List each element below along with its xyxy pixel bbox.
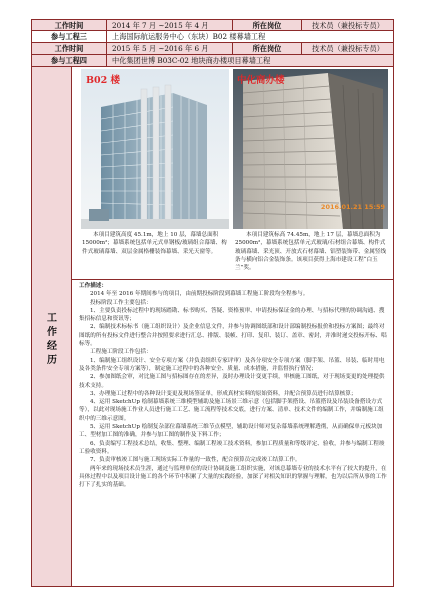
desc-paragraph-13: 两年来的现场技术员生涯，通过与监理单位的设计协调及施工组织实施，对该总幕墙专业的技术水平有了较大的提升，在具体过程中以及项目设计施工的各个环节中积累了大量的实践经验，加深了对相关知识的掌握与理解，也为以后所从事的工作打下了扎实的基础。: [79, 465, 387, 489]
post-value: 技术员（兼投标专员）: [312, 44, 384, 53]
desc-paragraph-4: 2、编制技术标标书（施工组织设计）及企业信息文件，并参与协调图纸部和设计部编制投标报价和投标方案图；最终对图纸的所有投标文件进行整合并按照要求进行汇总、排版、装帧、打印、复印、装订、盖章、密封，并准时递交投标开标、唱标等。: [79, 324, 387, 348]
desc-paragraph-9: 4、运用 SketchUp 绘制幕墙系统三维模型辅助及施工场景三维示意（包括脚手架搭设、吊篮搭设及吊装设备搭设方式等），以此对现场施工作业人员进行施工工艺、施工流程等技术交底，进行方案、清单、技术文件的编制工作，并编制施工组织中的三维示意图。: [79, 399, 384, 422]
work-experience-label: 工作经历: [47, 313, 57, 366]
post-value: 技术员（兼投标专员）: [312, 21, 384, 30]
image-caption-b02: B02 楼: [86, 75, 121, 86]
desc-paragraph-1: 2014 年至 2016 年期间参与的项目，由前期投标阶段到幕墙工程施工阶段均全程参与。: [90, 291, 309, 298]
project-row-4: [32, 55, 393, 67]
desc-paragraph-7: 2、参加图纸会审，对比施工图与招标图存在的差异，及时办理设计变更手续，审核施工图纸，对于现场变更的处理提供技术支持。: [79, 374, 385, 389]
work-time-label: 工作时间: [32, 43, 107, 54]
building-photo-zhonghua: [233, 69, 388, 229]
work-description-title: 工作描述：: [79, 283, 107, 289]
desc-paragraph-2: 投标阶段工作主要包括：: [90, 299, 152, 306]
project-label: 参与工程三: [32, 31, 107, 42]
post-label: 所在岗位: [232, 43, 302, 54]
desc-paragraph-12: 7、负责审核竣工图与施工现场实际工作量的一致性，配合预算员完成竣工结算工作。: [90, 457, 301, 464]
desc-paragraph-3: 1、主要负责投标过程中的现场踏勘、标书购买、答疑、资格预审、申请投标保证金的办理、与招标代理的协调沟通、搜集招标信息和资讯等；: [79, 307, 385, 323]
project-row-3: [32, 31, 393, 43]
resume-page: [31, 19, 394, 587]
desc-paragraph-10: 5、运用 SketchUp 绘制复杂部位幕墙系统三维节点模型，辅助设计师对复杂幕墙系统理解透彻，从而确保单元板块加工、型材加工图的准确，并参与加工图的制作及下料工作；: [79, 424, 383, 439]
work-time-value: 2015 年 5 月 ~2016 年 6 月: [112, 44, 209, 53]
post-label: 所在岗位: [232, 20, 302, 30]
building-photo-b02: [81, 69, 229, 229]
project-caption-zhonghua: 本项目建筑标高 74.45m，地上 17 层，幕墙总面积为 25000m²，幕墙系统包括单元式玻璃/石材组合幕墙、构件式玻璃幕墙、采光顶、开放式石材幕墙、铝塑装饰带、金属竖线条与横向铝合金装饰条。该项目获得上海市建设工程“白玉兰”奖。: [235, 232, 387, 272]
desc-paragraph-5: 工程施工阶段工作包括：: [90, 349, 152, 356]
work-time-row-1: [32, 20, 393, 31]
work-description: [79, 282, 388, 489]
project-name: 中化集团世博 B03C-02 地块商办楼项目幕墙工程: [112, 56, 271, 65]
desc-paragraph-11: 6、负责编写工程技术总结，收集、整理、编制工程竣工技术资料，参加工程质量和等级评定、验收，并参与编制工程竣工验收资料。: [79, 440, 385, 455]
photo-timestamp: 2016.01.21 15:59: [320, 203, 385, 211]
desc-paragraph-8: 3、办理施工过程中的各种设计变更及现场签证单，形成真材实料的原始资料，并配合预算员进行结算核算；: [90, 390, 357, 397]
side-column: [32, 67, 72, 586]
work-time-label: 工作时间: [32, 20, 107, 30]
image-caption-zhonghua: 中化商办楼: [237, 75, 285, 86]
project-caption-b02: 本项目建筑高度 45.1m，地上 10 层，幕墙总面积 15000m²；幕墙系统包括单元式单钢板/玻璃组合幕墙、构件式玻璃幕墙、双层金属格栅装饰幕墙、采光天窗等。: [82, 232, 227, 255]
work-time-row-2: [32, 43, 393, 55]
desc-paragraph-6: 1、编制施工组织设计、安全专项方案（并负责组织专家评审）及各分项安全专项方案（脚手架、吊篮、吊装、临时用电及各类条件安全专项方案等），制定施工过程中的各种安全、质量、成本措施，并监督执行情况；: [79, 357, 385, 372]
project-label: 参与工程四: [32, 55, 107, 66]
section-divider: [72, 279, 393, 280]
project-name: 上海国际航运服务中心（东块）B02 楼幕墙工程: [112, 32, 266, 41]
work-time-value: 2014 年 7 月 ~2015 年 4 月: [112, 21, 209, 30]
